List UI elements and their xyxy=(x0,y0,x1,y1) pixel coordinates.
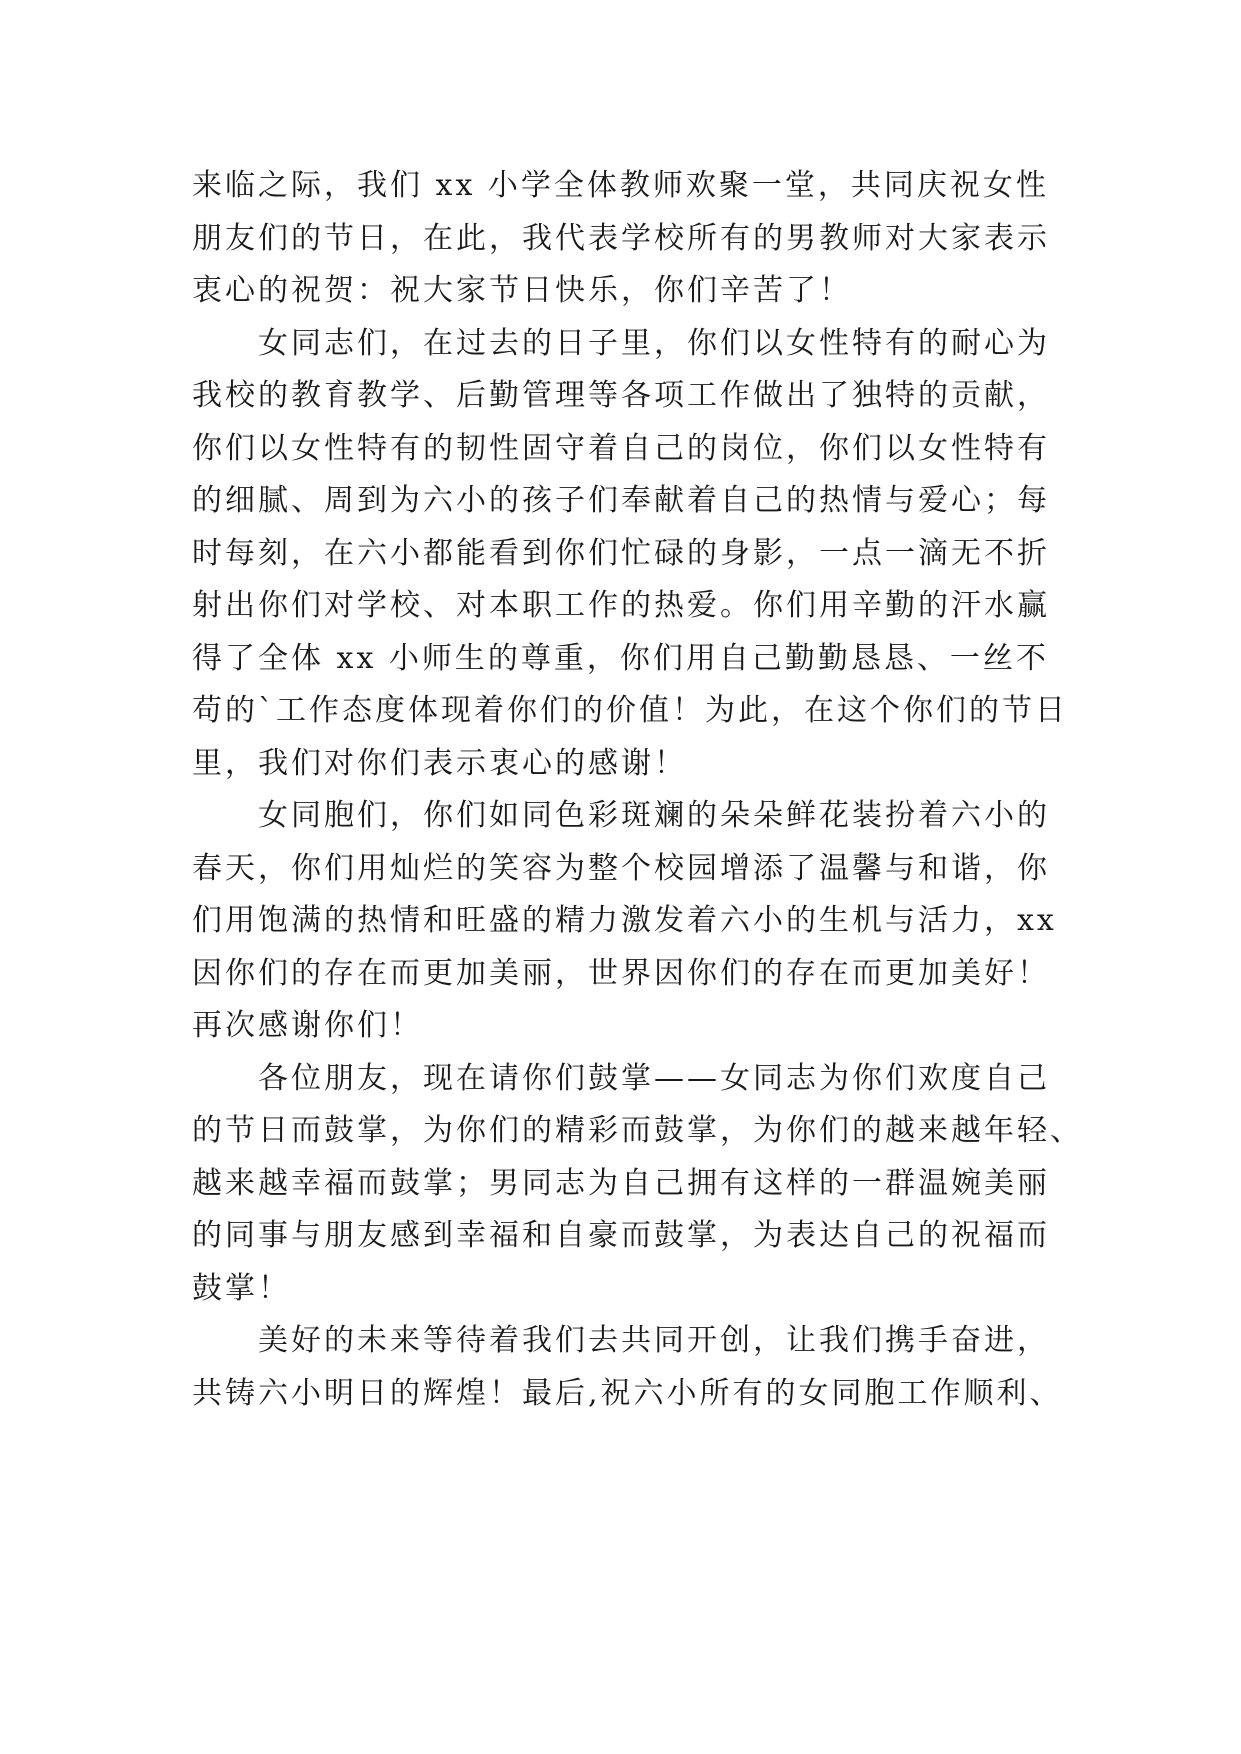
paragraph-first-line: 各位朋友，现在请你们鼓掌——女同志为你们欢度自己 xyxy=(258,1060,1050,1096)
text-line: 衷心的祝贺：祝大家节日快乐，你们辛苦了！ xyxy=(192,273,852,308)
text-line: 的节日而鼓掌，为你们的精彩而鼓掌，为你们的越来越年轻、 xyxy=(192,1113,1083,1148)
text-line: 时每刻，在六小都能看到你们忙碌的身影，一点一滴无不折 xyxy=(192,535,1050,571)
paragraph-first-line: 女同志们，在过去的日子里，你们以女性特有的耐心为 xyxy=(258,325,1050,361)
text-line: 苟的`工作态度体现着你们的价值！为此，在这个你们的节日 xyxy=(192,693,1068,728)
text-line: 我校的教育教学、后勤管理等各项工作做出了独特的贡献， xyxy=(192,378,1050,413)
text-line: 射出你们对学校、对本职工作的热爱。你们用辛勤的汗水赢 xyxy=(192,588,1050,623)
text-line: 共铸六小明日的辉煌！最后,祝六小所有的女同胞工作顺利、 xyxy=(192,1375,1063,1411)
document-body xyxy=(192,160,1083,1420)
text-line: 再次感谢你们！ xyxy=(192,1008,423,1043)
paragraph-first-line: 美好的未来等待着我们去共同开创，让我们携手奋进， xyxy=(258,1323,1050,1358)
text-line: 里，我们对你们表示衷心的感谢！ xyxy=(192,745,687,781)
text-line: 因你们的存在而更加美丽，世界因你们的存在而更加美好！ xyxy=(192,955,1050,991)
text-line: 的同事与朋友感到幸福和自豪而鼓掌，为表达自己的祝福而 xyxy=(192,1218,1050,1253)
text-line: 们用饱满的热情和旺盛的精力激发着六小的生机与活力，xx xyxy=(192,903,1057,938)
text-line: 朋友们的节日，在此，我代表学校所有的男教师对大家表示 xyxy=(192,220,1050,256)
text-line: 来临之际，我们 xx 小学全体教师欢聚一堂，共同庆祝女性 xyxy=(192,168,1049,203)
text-line: 得了全体 xx 小师生的尊重，你们用自己勤勤恳恳、一丝不 xyxy=(192,640,1049,676)
text-line: 的细腻、周到为六小的孩子们奉献着自己的热情与爱心；每 xyxy=(192,483,1050,518)
text-line: 越来越幸福而鼓掌；男同志为自己拥有这样的一群温婉美丽 xyxy=(192,1165,1050,1201)
text-line: 鼓掌！ xyxy=(192,1270,291,1306)
paragraph-first-line: 女同胞们，你们如同色彩斑斓的朵朵鲜花装扮着六小的 xyxy=(258,798,1050,833)
text-line: 你们以女性特有的韧性固守着自己的岗位，你们以女性特有 xyxy=(192,430,1050,466)
text-line: 春天，你们用灿烂的笑容为整个校园增添了温馨与和谐，你 xyxy=(192,850,1050,886)
